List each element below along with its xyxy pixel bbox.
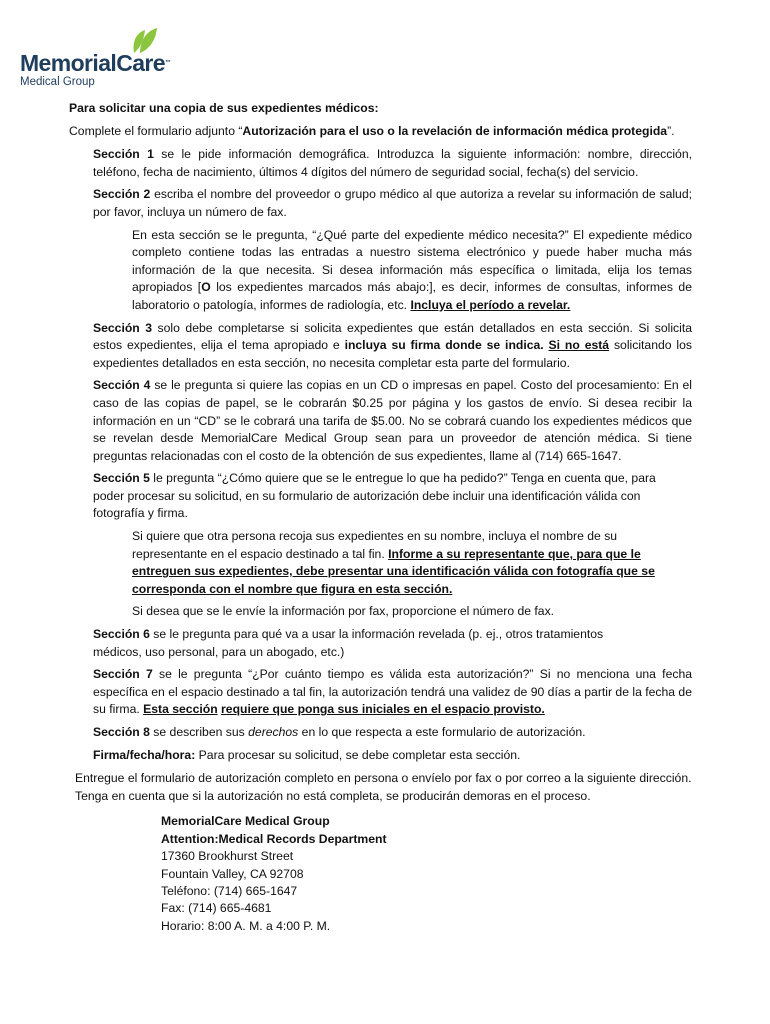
signature-label: Firma/fecha/hora:: [93, 747, 196, 762]
section-7-label: Sección 7: [93, 667, 153, 682]
section-6-label: Sección 6: [93, 627, 150, 642]
section-2-detail: [132, 227, 692, 315]
section-1-paragraph: [93, 146, 692, 181]
section-6-text: se le pregunta para qué va a usar la información revelada (p. ej., otros tratamientos médicos, uso personal, para un abogado, etc.): [93, 627, 604, 659]
section-5-representative-text: Si quiere que otra persona recoja sus expedientes en su nombre, incluya el nombre de su representante en el espacio destinado a tal fin.: [132, 529, 618, 561]
section-3-emphasis: Si no está: [548, 338, 610, 353]
intro-paragraph: [69, 123, 709, 141]
section-3-paragraph: [93, 320, 692, 373]
page-heading: Para solicitar una copia de sus expedientes médicos:: [69, 101, 379, 115]
mailing-address: [161, 813, 692, 935]
section-6-paragraph: [93, 626, 633, 661]
logo-word-accent: Care: [116, 50, 165, 76]
section-1-label: Sección 1: [93, 147, 154, 162]
section-5-fax: Si desea que se le envíe la información por fax, proporcione el número de fax.: [132, 604, 555, 619]
address-attention: Attention:Medical Records Department: [161, 831, 387, 846]
section-7-paragraph: [93, 666, 692, 719]
logo-trademark: ™: [164, 60, 171, 66]
section-3-label: Sección 3: [93, 320, 153, 335]
signature-paragraph: [93, 747, 692, 765]
closing-paragraph: Entregue el formulario de autorización completo en persona o envíelo por fax o por correo a la siguiente dirección. Tenga en cuenta que si la autorización no está completa, se producirán demoras en el proceso.: [75, 771, 692, 803]
section-2-detail-o: O: [201, 280, 211, 295]
section-5-representative-emphasis: Informe a su representante que, para que le entreguen sus expedientes, debe presentar una identificación válida con fotografía que se corresponda con el nombre que figura en esta sección.: [132, 546, 655, 596]
address-city: Fountain Valley, CA 92708: [161, 866, 304, 881]
address-org: MemorialCare Medical Group: [161, 814, 330, 829]
section-5-label: Sección 5: [93, 471, 150, 486]
logo-wordmark: [20, 50, 170, 76]
section-4-paragraph: [93, 377, 692, 465]
section-4-text: se le pregunta si quiere las copias en un CD o impresas en papel. Costo del procesamiento: En el caso de las copias de papel, se le cobrarán $0.25 por página y los gastos de envío. Si desea recibir la información en un “CD” se le cobrará una tarifa de $5.00. No se cobrará cuando los expedientes médicos que se revelan desde MemorialCare Medical Group sean para un proveedor de atención médica. Si tiene preguntas relacionadas con el costo de la obtención de sus expedientes, llame al (714) 665-1647.: [93, 378, 692, 463]
section-2-label: Sección 2: [93, 187, 151, 202]
intro-post: ”.: [667, 123, 675, 138]
section-1-text: se le pide información demográfica. Introduzca la siguiente información: nombre, dirección, teléfono, fecha de nacimiento, últimos 4 dígitos del número de seguridad social, fecha(s) del servicio.: [93, 147, 693, 179]
section-8-label: Sección 8: [93, 725, 150, 739]
section-7-emphasis-2: requiere que ponga sus iniciales en el espacio provisto.: [221, 702, 545, 717]
section-8-text-2: en lo que respecta a este formulario de autorización.: [298, 725, 586, 739]
section-3-text-3: solicitando los expedientes detallados en esta sección, no necesita completar esta parte del formulario.: [93, 338, 692, 370]
section-8-paragraph: [93, 724, 692, 742]
section-2-text: escriba el nombre del proveedor o grupo médico al que autoriza a revelar su información de salud; por favor, incluya un número de fax.: [93, 187, 693, 219]
section-5-representative: [132, 528, 662, 598]
intro-pre: Complete el formulario adjunto “: [69, 123, 243, 138]
memorialcare-logo: [20, 26, 180, 90]
section-7-text-1: se le pregunta “¿Por cuánto tiempo es válida esta autorización?” Si no menciona una fecha específica en el espacio destinado a tal fin, la autorización tendrá una validez de 90 días a partir de la fecha de su firma.: [93, 667, 692, 717]
section-3-text-1: solo debe completarse si solicita expedientes que están detallados en esta sección. Si solicita estos expedientes, elija el tema apropiado e: [93, 320, 692, 353]
address-street: 17360 Brookhurst Street: [161, 849, 294, 864]
address-hours: Horario: 8:00 A. M. a 4:00 P. M.: [161, 918, 331, 933]
address-fax: Fax: (714) 665-4681: [161, 901, 272, 916]
section-2-paragraph: [93, 186, 692, 221]
section-8-rights: derechos: [248, 725, 299, 739]
section-2-detail-emphasis: Incluya el período a revelar.: [410, 297, 571, 312]
form-title: Autorización para el uso o la revelación de información médica protegida: [242, 123, 668, 138]
section-5-text: le pregunta “¿Cómo quiere que se le entregue lo que ha pedido?” Tenga en cuenta que, para poder procesar su solicitud, en su formulario de autorización debe incluir una identificación válida con fotografía y firma.: [93, 471, 656, 521]
instructions-body: [69, 100, 692, 935]
section-5-paragraph: [93, 470, 678, 523]
section-4-label: Sección 4: [93, 378, 151, 393]
section-2-detail-text-2: los expedientes marcados más abajo:], es decir, informes de consultas, informes de laboratorio o patología, informes de radiología, etc.: [132, 280, 692, 312]
logo-word-main: Memorial: [20, 50, 117, 76]
section-2-detail-text-1: En esta sección se le pregunta, “¿Qué parte del expediente médico necesita?” El expediente médico completo contiene todas las entradas a nuestro sistema electrónico y puede haber mucha más información de la que necesita. Si desea información más específica o limitada, elija los temas apropiados [: [132, 227, 692, 295]
address-phone: Teléfono: (714) 665-1647: [161, 884, 298, 898]
section-3-signature-note: incluya su firma donde se indica.: [344, 338, 544, 353]
logo-subtitle: Medical Group: [20, 76, 95, 88]
section-8-text-1: se describen sus: [149, 725, 249, 739]
signature-text: Para procesar su solicitud, se debe completar esta sección.: [195, 747, 521, 762]
section-7-emphasis-1: Esta sección: [143, 702, 218, 717]
